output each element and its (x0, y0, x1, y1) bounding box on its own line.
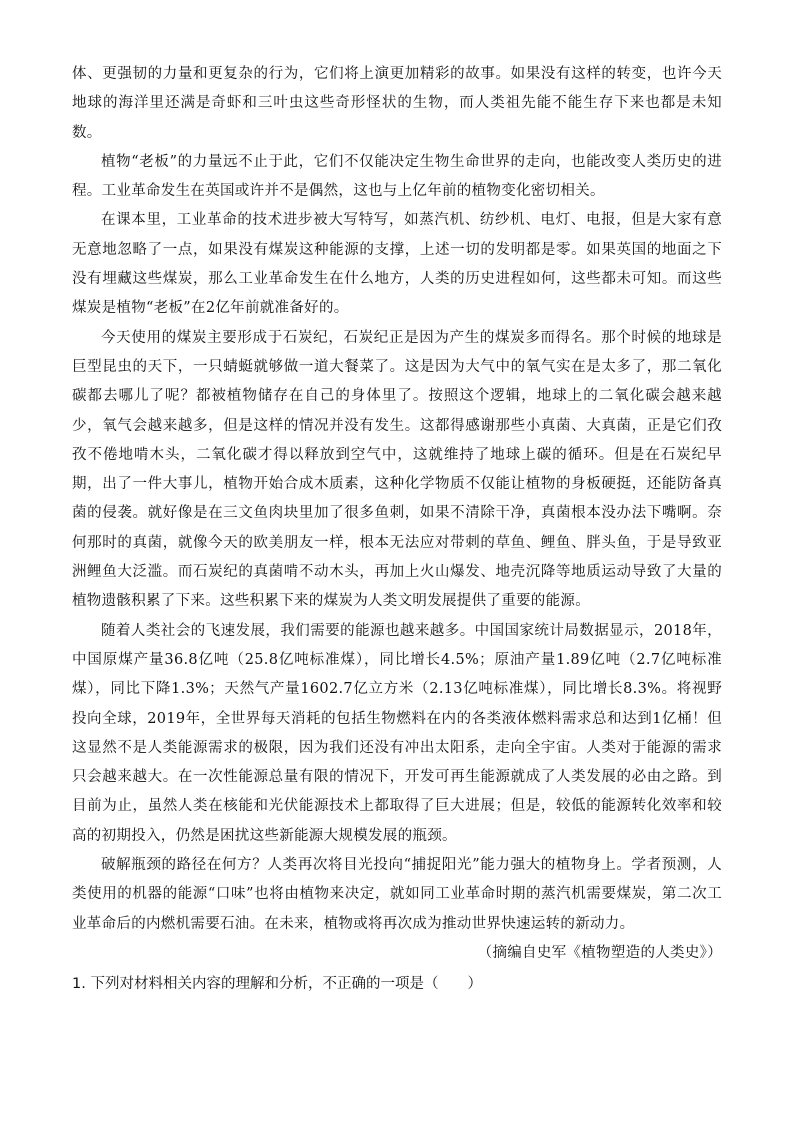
article-body (72, 60, 722, 968)
paragraph-1: 体、更强韧的力量和更复杂的行为，它们将上演更加精彩的故事。如果没有这样的转变，也许今天地球的海洋里还满是奇虾和三叶虫这些奇形怪状的生物，而人类祖先能不能生存下来也都是未知数。 (72, 66, 722, 141)
paragraph-4: 今天使用的煤炭主要形成于石炭纪，石炭纪正是因为产生的煤炭多而得名。那个时候的地球是巨型昆虫的天下，一只蜻蜓就够做一道大餐菜了。这是因为大气中的氧气实在是太多了，那二氧化碳都去哪儿了呢？都被植物储存在自己的身体里了。按照这个逻辑，地球上的二氧化碳会越来越少，氧气会越来越多，但是这样的情况并没有发生。这都得感谢那些小真菌、大真菌，正是它们孜孜不倦地啃木头，二氧化碳才得以释放到空气中，这就维持了地球上碳的循环。但是在石炭纪早期，出了一件大事儿，植物开始合成木质素，这种化学物质不仅能让植物的身板硬挺，还能防备真菌的侵袭。就好像是在三文鱼肉块里加了很多鱼刺，如果不清除干净，真菌根本没办法下嘴啊。奈何那时的真菌，就像今天的欧美朋友一样，根本无法应对带刺的草鱼、鲤鱼、胖头鱼，于是导致亚洲鲤鱼大泛滥。而石炭纪的真菌啃不动木头，再加上火山爆发、地壳沉降等地质运动导致了大量的植物遗骸积累了下来。这些积累下来的煤炭为人类文明发展提供了重要的能源。 (72, 329, 722, 610)
paragraph-2: 植物“老板”的力量远不止于此，它们不仅能决定生物生命世界的走向，也能改变人类历史的进程。工业革命发生在英国或许并不是偶然，这也与上亿年前的植物变化密切相关。 (72, 153, 722, 200)
paragraph-3: 在课本里，工业革命的技术进步被大写特写，如蒸汽机、纺纱机、电灯、电报，但是大家有意无意地忽略了一点，如果没有煤炭这种能源的支撑，上述一切的发明都是零。如果英国的地面之下没有埋藏这些煤炭，那么工业革命发生在什么地方，人类的历史进程如何，这些都未可知。而这些煤炭是植物“老板”在2亿年前就准备好的。 (72, 212, 722, 317)
question-1-stem: 1. 下列对材料相关内容的理解和分析，不正确的一项是（ ） (72, 976, 482, 993)
paragraph-5: 随着人类社会的飞速发展，我们需要的能源也越来越多。中国国家统计局数据显示，2018年，中国原煤产量36.8亿吨（25.8亿吨标准煤），同比增长4.5%；原油产量1.89亿吨（2.7亿吨标准煤），同比下降1.3%；天然气产量1602.7亿立方米（2.13亿吨标准煤），同比增长8.3%。将视野投向全球，2019年，全世界每天消耗的包括生物燃料在内的各类液体燃料需求总和达到1亿桶！但这显然不是人类能源需求的极限，因为我们还没有冲出太阳系，走向全宇宙。人类对于能源的需求只会越来越大。在一次性能源总量有限的情况下，开发可再生能源就成了人类发展的必由之路。到目前为止，虽然人类在核能和光伏能源技术上都取得了巨大进展；但是，较低的能源转化效率和较高的初期投入，仍然是困扰这些新能源大规模发展的瓶颈。 (72, 622, 722, 844)
document-page (72, 60, 722, 999)
source-citation: （摘编自史军《植物塑造的人类史》） (477, 944, 722, 961)
paragraph-6: 破解瓶颈的路径在何方？人类再次将目光投向“捕捉阳光”能力强大的植物身上。学者预测，人类使用的机器的能源“口味”也将由植物来决定，就如同工业革命时期的蒸汽机需要煤炭，第二次工业革命后的内燃机需要石油。在未来，植物或将再次成为推动世界快速运转的新动力。 (72, 857, 722, 932)
